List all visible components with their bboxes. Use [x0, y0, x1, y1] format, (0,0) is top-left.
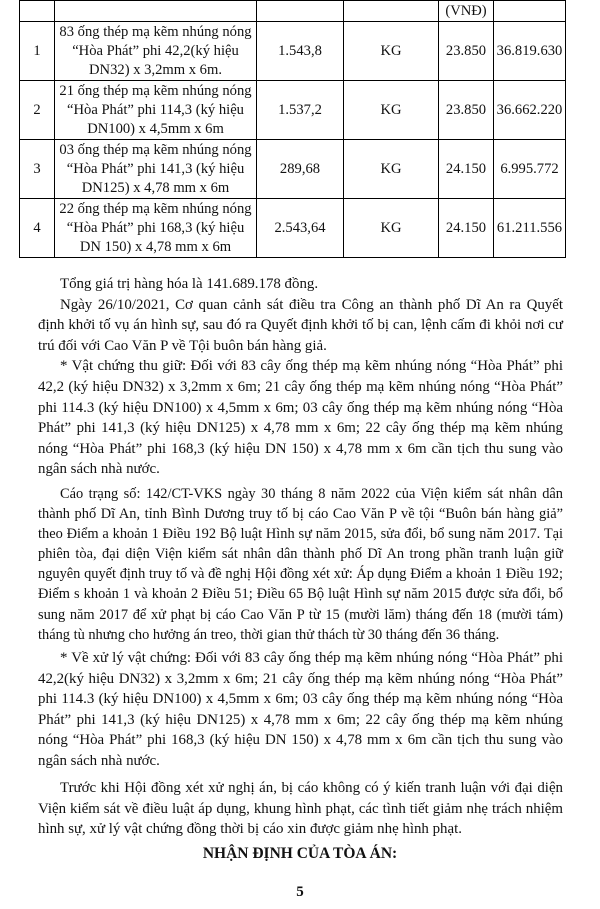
court-findings-heading: NHẬN ĐỊNH CỦA TÒA ÁN:	[202, 845, 398, 862]
price-cell: 23.850	[439, 81, 494, 140]
description-cell: 03 ống thép mạ kẽm nhúng nóng “Hòa Phát” phi 141,3 (ký hiệu DN125) x 4,78 mm x 6m	[55, 140, 257, 199]
table-row	[20, 199, 566, 258]
total-cell: 36.819.630	[494, 22, 566, 81]
table-row	[20, 140, 566, 199]
evidence-handling-block	[38, 648, 563, 772]
stt-cell: 4	[20, 199, 55, 258]
stt-cell: 1	[20, 22, 55, 81]
price-cell: 24.150	[439, 199, 494, 258]
indictment-paragraph: Cáo trạng số: 142/CT-VKS ngày 30 tháng 8 năm 2022 của Viện kiểm sát nhân dân thành phố Dĩ An, tỉnh Bình Dương truy tố bị cáo Cao Văn P về tội “Buôn bán hàng giả” theo Điểm a khoản 1 Điều 192 Bộ luật Hình sự năm 2015, sửa đổi, bổ sung năm 2017. Tại phiên tòa, đại diện Viện kiểm sát nhân dân thành phố Dĩ An trong phần tranh luận giữ nguyên quyết định truy tố và đề nghị Hội đồng xét xử: Áp dụng Điểm a khoản 1 Điều 192; Điểm s khoản 1 và khoản 2 Điều 51; Điều 65 Bộ luật Hình sự năm 2015 được sửa đổi, bổ sung năm 2017 để xử phạt bị cáo Cao Văn P từ 15 (mười lăm) tháng đến 18 (mười tám) tháng tù nhưng cho hưởng án treo, thời gian thử thách từ 30 tháng đến 36 tháng.	[38, 486, 563, 643]
quantity-cell: 2.543,64	[257, 199, 344, 258]
table-header-row	[20, 1, 566, 22]
evidence-seized-paragraph: * Vật chứng thu giữ: Đối với 83 cây ống thép mạ kẽm nhúng nóng “Hòa Phát” phi 42,2 (ký hiệu DN32) x 3,2mm x 6m; 21 cây ống thép mạ kẽm nhúng nóng “Hòa Phát” phi 114.3 (ký hiệu DN100) x 4,5mm x 6m; 03 cây ống thép mạ kẽm nhúng nóng “Hòa Phát” phi 141,3 (ký hiệu DN125) x 4,78 mm x 6m; 22 cây ống thép mạ kẽm nhúng nóng “Hòa Phát” phi 168,3 (ký hiệu DN 150) x 4,78 mm x 6m cần tịch thu sung vào ngân sách nhà nước.	[38, 358, 563, 478]
quantity-cell: 1.537,2	[257, 81, 344, 140]
description-cell: 83 ống thép mạ kẽm nhúng nóng “Hòa Phát” phi 42,2(ký hiệu DN32) x 3,2mm x 6m.	[55, 22, 257, 81]
quantity-cell: 289,68	[257, 140, 344, 199]
total-cell: 36.662.220	[494, 81, 566, 140]
total-cell: 6.995.772	[494, 140, 566, 199]
table-row	[20, 22, 566, 81]
indictment-block	[38, 484, 563, 645]
prosecution-paragraph: Ngày 26/10/2021, Cơ quan cảnh sát điều tra Công an thành phố Dĩ An ra Quyết định khởi tố vụ án hình sự, sau đó ra Quyết định khởi tố bị can, lệnh cấm đi khỏi nơi cư trú đối với Cao Văn P về Tội buôn bán hàng giả.	[38, 296, 563, 354]
unit-cell: KG	[344, 199, 439, 258]
unit-cell: KG	[344, 81, 439, 140]
price-cell: 24.150	[439, 140, 494, 199]
total-value-paragraph: Tổng giá trị hàng hóa là 141.689.178 đồng.	[60, 276, 319, 292]
goods-table	[19, 0, 566, 258]
defendant-statement-block	[38, 778, 563, 840]
stt-cell: 3	[20, 140, 55, 199]
header-unit-cell: (VNĐ)	[439, 1, 494, 22]
stt-cell: 2	[20, 81, 55, 140]
price-cell: 23.850	[439, 22, 494, 81]
description-cell: 22 ống thép mạ kẽm nhúng nóng “Hòa Phát” phi 168,3 (ký hiệu DN 150) x 4,78 mm x 6m	[55, 199, 257, 258]
defendant-statement-paragraph: Trước khi Hội đồng xét xử nghị án, bị cáo không có ý kiến tranh luận với đại diện Viện kiểm sát về điều luật áp dụng, khung hình phạt, các tình tiết giảm nhẹ trách nhiệm hình sự, xử lý vật chứng đồng thời bị cáo xin được giảm nhẹ hình phạt.	[38, 780, 563, 838]
description-cell: 21 ống thép mạ kẽm nhúng nóng “Hòa Phát” phi 114,3 (ký hiệu DN100) x 4,5mm x 6m	[55, 81, 257, 140]
unit-cell: KG	[344, 140, 439, 199]
table-row	[20, 81, 566, 140]
total-cell: 61.211.556	[494, 199, 566, 258]
body-text-block	[38, 274, 563, 480]
evidence-handling-paragraph: * Về xử lý vật chứng: Đối với 83 cây ống thép mạ kẽm nhúng nóng “Hòa Phát” phi 42,2(ký hiệu DN32) x 3,2mm x 6m; 21 cây ống thép mạ kẽm nhúng nóng “Hòa Phát” phi 114.3 (ký hiệu DN100) x 4,5mm x 6m; 03 cây ống thép mạ kẽm nhúng nóng “Hòa Phát” phi 141,3 (ký hiệu DN125) x 4,78 mm x 6m; 22 cây ống thép mạ kẽm nhúng nóng “Hòa Phát” phi 168,3 (ký hiệu DN 150) x 4,78 mm x 6m cần tịch thu sung vào ngân sách nhà nước.	[38, 650, 563, 769]
page-number: 5	[296, 884, 304, 900]
unit-cell: KG	[344, 22, 439, 81]
quantity-cell: 1.543,8	[257, 22, 344, 81]
